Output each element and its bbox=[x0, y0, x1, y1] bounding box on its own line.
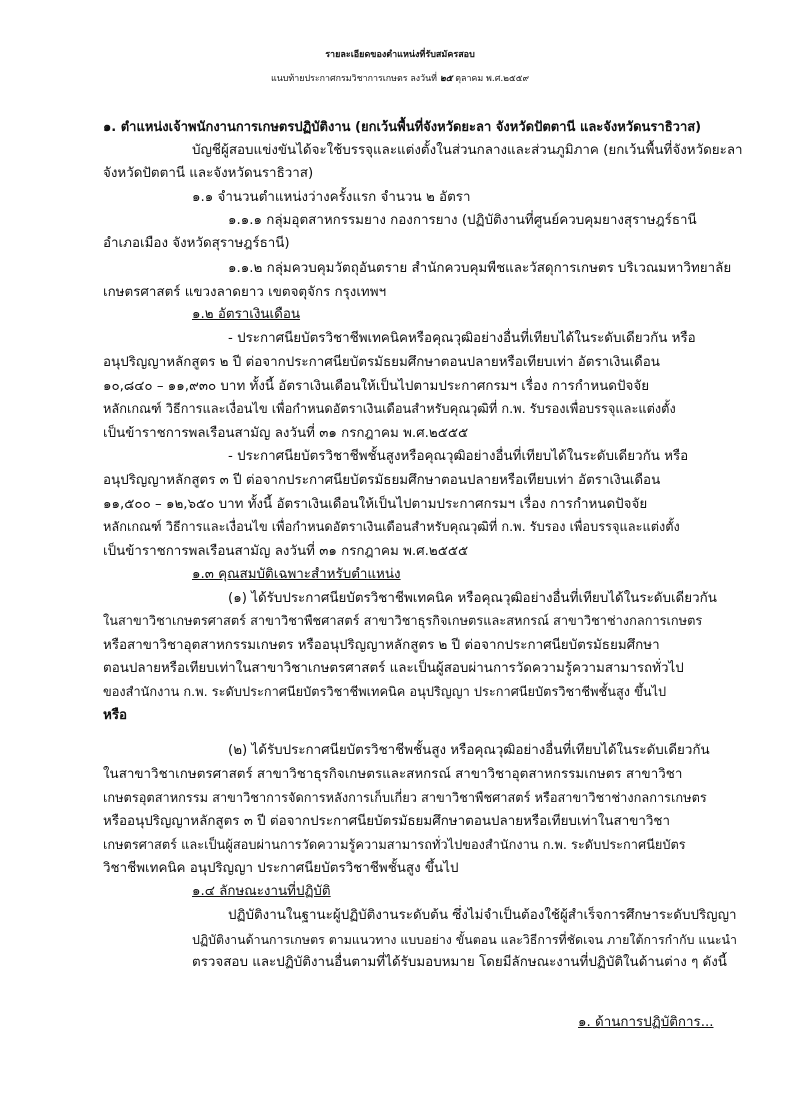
continuation-marker: ๑. ด้านการปฏิบัติการ... bbox=[578, 1015, 714, 1030]
subtitle-prefix: แนบท้ายประกาศกรมวิชาการเกษตร ลงวันที่ bbox=[271, 74, 438, 84]
subsection-1-2-line: เป็นข้าราชการพลเรือนสามัญ ลงวันที่ ๓๑ กรกฎาคม พ.ศ.๒๕๕๕ bbox=[103, 426, 469, 441]
subsection-1-2-line: - ประกาศนียบัตรวิชาชีพชั้นสูงหรือคุณวุฒิอย่างอื่นที่เทียบได้ในระดับเดียวกัน หรือ bbox=[228, 449, 689, 464]
subsection-1-1-heading: ๑.๑ จำนวนตำแหน่งว่างครั้งแรก จำนวน ๒ อัตรา bbox=[192, 190, 471, 205]
qualification-line: ของสำนักงาน ก.พ. ระดับประกาศนียบัตรวิชาชีพเทคนิค อนุปริญญา ประกาศนียบัตรวิชาชีพชั้นสูง ขึ้นไป bbox=[103, 685, 667, 700]
subsection-1-1-line: อำเภอเมือง จังหวัดสุราษฎร์ธานี) bbox=[103, 236, 290, 251]
subsection-1-2-line: หลักเกณฑ์ วิธีการและเงื่อนไข เพื่อกำหนดอัตราเงินเดือนสำหรับคุณวุฒิที่ ก.พ. รับรอง เพื่อบรรจุและแต่งตั้ง bbox=[103, 520, 680, 535]
qualification-line: หรือสาขาวิชาอุตสาหกรรมเกษตร หรืออนุปริญญาหลักสูตร ๒ ปี ต่อจากประกาศนียบัตรมัธยมศึกษา bbox=[103, 638, 660, 653]
qualification-line: หรืออนุปริญญาหลักสูตร ๓ ปี ต่อจากประกาศนียบัตรมัธยมศึกษาตอนปลายหรือเทียบเท่าในสาขาวิชา bbox=[103, 814, 671, 829]
subtitle-suffix: ตุลาคม พ.ศ.๒๕๕๙ bbox=[455, 74, 529, 84]
document-subtitle bbox=[0, 70, 800, 88]
subsection-1-2-line: อนุปริญญาหลักสูตร ๓ ปี ต่อจากประกาศนียบัตรมัธยมศึกษาตอนปลายหรือเทียบเท่า อัตราเงินเดือน bbox=[103, 473, 661, 488]
qualification-line: เกษตรศาสตร์ และเป็นผู้สอบผ่านการวัดความรู้ความสามารถทั่วไปของสำนักงาน ก.พ. ระดับประกาศนียบัตร bbox=[103, 838, 686, 853]
document-title: รายละเอียดของตำแหน่งที่รับสมัครสอบ bbox=[325, 50, 475, 60]
qualification-line: (๑) ได้รับประกาศนียบัตรวิชาชีพเทคนิค หรือคุณวุฒิอย่างอื่นที่เทียบได้ในระดับเดียวกัน bbox=[228, 591, 717, 606]
subsection-1-2-line: - ประกาศนียบัตรวิชาชีพเทคนิคหรือคุณวุฒิอย่างอื่นที่เทียบได้ในระดับเดียวกัน หรือ bbox=[228, 331, 696, 346]
subsection-1-1-line: ๑.๑.๒ กลุ่มควบคุมวัตถุอันตราย สำนักควบคุมพืชและวัสดุการเกษตร บริเวณมหาวิทยาลัย bbox=[228, 261, 732, 276]
subsection-1-4-heading: ๑.๔ ลักษณะงานที่ปฏิบัติ bbox=[192, 884, 331, 899]
section-1-heading: ๑. ตำแหน่งเจ้าพนักงานการเกษตรปฏิบัติงาน (ยกเว้นพื้นที่จังหวัดยะลา จังหวัดปัตตานี และจังหวัดนราธิวาส) bbox=[103, 120, 702, 135]
subsection-1-1-line: เกษตรศาสตร์ แขวงลาดยาว เขตจตุจักร กรุงเทพฯ bbox=[103, 285, 387, 300]
section-1-intro-line: จังหวัดปัตตานี และจังหวัดนราธิวาส) bbox=[103, 166, 314, 181]
qualification-line: ในสาขาวิชาเกษตรศาสตร์ สาขาวิชาธุรกิจเกษตรและสหกรณ์ สาขาวิชาอุตสาหกรรมเกษตร สาขาวิชา bbox=[103, 767, 683, 782]
subsection-1-2-line: หลักเกณฑ์ วิธีการและเงื่อนไข เพื่อกำหนดอัตราเงินเดือนสำหรับคุณวุฒิที่ ก.พ. รับรองเพื่อบรรจุและแต่งตั้ง bbox=[103, 402, 676, 417]
subsection-1-2-line: ๑๑,๕๐๐ – ๑๒,๖๕๐ บาท ทั้งนี้ อัตราเงินเดือนให้เป็นไปตามประกาศกรมฯ เรื่อง การกำหนดปัจจัย bbox=[103, 497, 648, 512]
subsection-1-2-heading: ๑.๒ อัตราเงินเดือน bbox=[192, 307, 301, 322]
job-description-line: ตรวจสอบ และปฏิบัติงานอื่นตามที่ได้รับมอบหมาย โดยมีลักษณะงานที่ปฏิบัติในด้านต่าง ๆ ดังนี้ bbox=[192, 955, 727, 970]
qualification-line: ตอนปลายหรือเทียบเท่าในสาขาวิชาเกษตรศาสตร์ และเป็นผู้สอบผ่านการวัดความรู้ความสามารถทั่วไป bbox=[103, 661, 684, 676]
qualification-line: (๒) ได้รับประกาศนียบัตรวิชาชีพชั้นสูง หรือคุณวุฒิอย่างอื่นที่เทียบได้ในระดับเดียวกัน bbox=[228, 743, 710, 758]
job-description-line: ปฏิบัติงานด้านการเกษตร ตามแนวทาง แบบอย่าง ขั้นตอน และวิธีการที่ชัดเจน ภายใต้การกำกับ แนะนำ bbox=[192, 932, 737, 947]
subsection-1-1-line: ๑.๑.๑ กลุ่มอุตสาหกรรมยาง กองการยาง (ปฏิบัติงานที่ศูนย์ควบคุมยางสุราษฎร์ธานี bbox=[228, 213, 697, 228]
qualification-line: วิชาชีพเทคนิค อนุปริญญา ประกาศนียบัตรวิชาชีพชั้นสูง ขึ้นไป bbox=[103, 861, 459, 876]
qualification-or-separator: หรือ bbox=[103, 708, 128, 723]
qualification-line: ในสาขาวิชาเกษตรศาสตร์ สาขาวิชาพืชศาสตร์ สาขาวิชาธุรกิจเกษตรและสหกรณ์ สาขาวิชาช่างกลการเกษตร bbox=[103, 614, 703, 629]
subsection-1-2-line: อนุปริญญาหลักสูตร ๒ ปี ต่อจากประกาศนียบัตรมัธยมศึกษาตอนปลายหรือเทียบเท่า อัตราเงินเดือน bbox=[103, 355, 660, 370]
section-1-intro-line: บัญชีผู้สอบแข่งขันได้จะใช้บรรจุและแต่งตั้งในส่วนกลางและส่วนภูมิภาค (ยกเว้นพื้นที่จังหวัดยะลา bbox=[192, 143, 743, 158]
job-description-line: ปฏิบัติงานในฐานะผู้ปฏิบัติงานระดับต้น ซึ่งไม่จำเป็นต้องใช้ผู้สำเร็จการศึกษาระดับปริญญา bbox=[228, 908, 737, 923]
qualification-line: เกษตรอุตสาหกรรม สาขาวิชาการจัดการหลังการเก็บเกี่ยว สาขาวิชาพืชศาสตร์ หรือสาขาวิชาช่างกลการเกษตร bbox=[103, 791, 707, 806]
subsection-1-2-line: ๑๐,๘๔๐ – ๑๑,๙๓๐ บาท ทั้งนี้ อัตราเงินเดือนให้เป็นไปตามประกาศกรมฯ เรื่อง การกำหนดปัจจัย bbox=[103, 379, 650, 394]
subsection-1-2-line: เป็นข้าราชการพลเรือนสามัญ ลงวันที่ ๓๑ กรกฎาคม พ.ศ.๒๕๕๕ bbox=[103, 544, 469, 559]
subsection-1-3-heading: ๑.๓ คุณสมบัติเฉพาะสำหรับตำแหน่ง bbox=[192, 567, 401, 582]
subtitle-day: ๒๕ bbox=[439, 74, 453, 84]
